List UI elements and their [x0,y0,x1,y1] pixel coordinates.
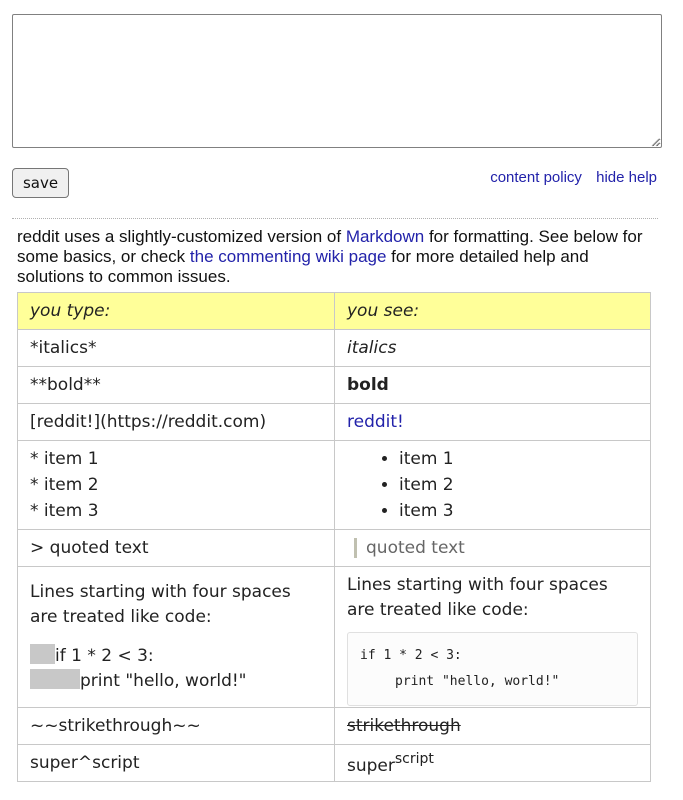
reddit-example-link[interactable]: reddit! [347,412,404,432]
markdown-link[interactable]: Markdown [345,227,425,246]
list-type-cell [18,441,335,530]
table-row-superscript [18,745,651,782]
space-marker [30,669,80,689]
strike-type-cell: ~~strikethrough~~ [18,708,335,745]
list-item: • item 2 [399,472,638,498]
list-item: • item 1 [399,446,638,472]
code-description: Lines starting with four spaces are treated like code: [30,582,291,627]
code-text: if 1 * 2 < 3: [55,646,154,666]
hide-help-link[interactable]: hide help [596,169,657,186]
table-row-list [18,441,651,530]
super-see-cell [335,745,651,782]
italics-example: italics [347,338,397,358]
bullet-list [347,446,638,524]
link-see-cell [335,404,651,441]
code-type-line [30,669,322,694]
table-row-quote [18,530,651,567]
italics-see-cell [335,330,651,367]
table-header-row [18,293,651,330]
table-row-strikethrough [18,708,651,745]
commenting-wiki-link[interactable]: the commenting wiki page [189,247,387,266]
markdown-help-table [17,292,651,782]
quote-type-cell: > quoted text [18,530,335,567]
list-see-cell [335,441,651,530]
intro-text-3: for more detailed help and solutions to common issues. [17,247,589,286]
table-row-code [18,567,651,708]
space-marker [30,644,55,664]
code-text: print "hello, world!" [80,671,247,691]
link-type-cell: [reddit!](https://reddit.com) [18,404,335,441]
code-description: Lines starting with four spaces are treated like code: [347,574,608,620]
strikethrough-example: strikethrough [347,716,461,736]
quote-see-cell [335,530,651,567]
list-type-line: * item 3 [30,501,99,521]
header-you-see: you see: [335,293,651,330]
code-type-cell [18,567,335,708]
divider [12,218,658,219]
comment-textarea[interactable] [12,14,662,148]
list-type-line: * item 1 [30,449,99,469]
super-type-cell: super^script [18,745,335,782]
code-line: if 1 * 2 < 3: [360,647,462,663]
intro-text-2: for formatting. See below for some basics, or check [17,227,643,266]
code-type-line [30,644,322,669]
table-row-italics [18,330,651,367]
help-intro [17,227,657,287]
super-base: super [347,755,395,776]
help-links [480,169,657,186]
header-you-type: you type: [18,293,335,330]
intro-text-1: reddit uses a slightly-customized version of [17,227,346,246]
code-block [347,632,638,706]
blockquote-example: quoted text [354,538,638,558]
table-row-bold [18,367,651,404]
save-button[interactable]: save [12,168,69,198]
list-item: • item 3 [399,498,638,524]
bold-example: bold [347,375,389,395]
list-type-line: * item 2 [30,475,99,495]
code-line: print "hello, world!" [395,673,560,689]
code-see-cell [335,567,651,708]
italics-type-cell: *italics* [18,330,335,367]
resize-grip-icon[interactable] [650,137,660,147]
super-script: script [394,750,434,767]
strike-see-cell [335,708,651,745]
bold-type-cell: **bold** [18,367,335,404]
bold-see-cell [335,367,651,404]
content-policy-link[interactable]: content policy [490,169,582,186]
table-row-link [18,404,651,441]
